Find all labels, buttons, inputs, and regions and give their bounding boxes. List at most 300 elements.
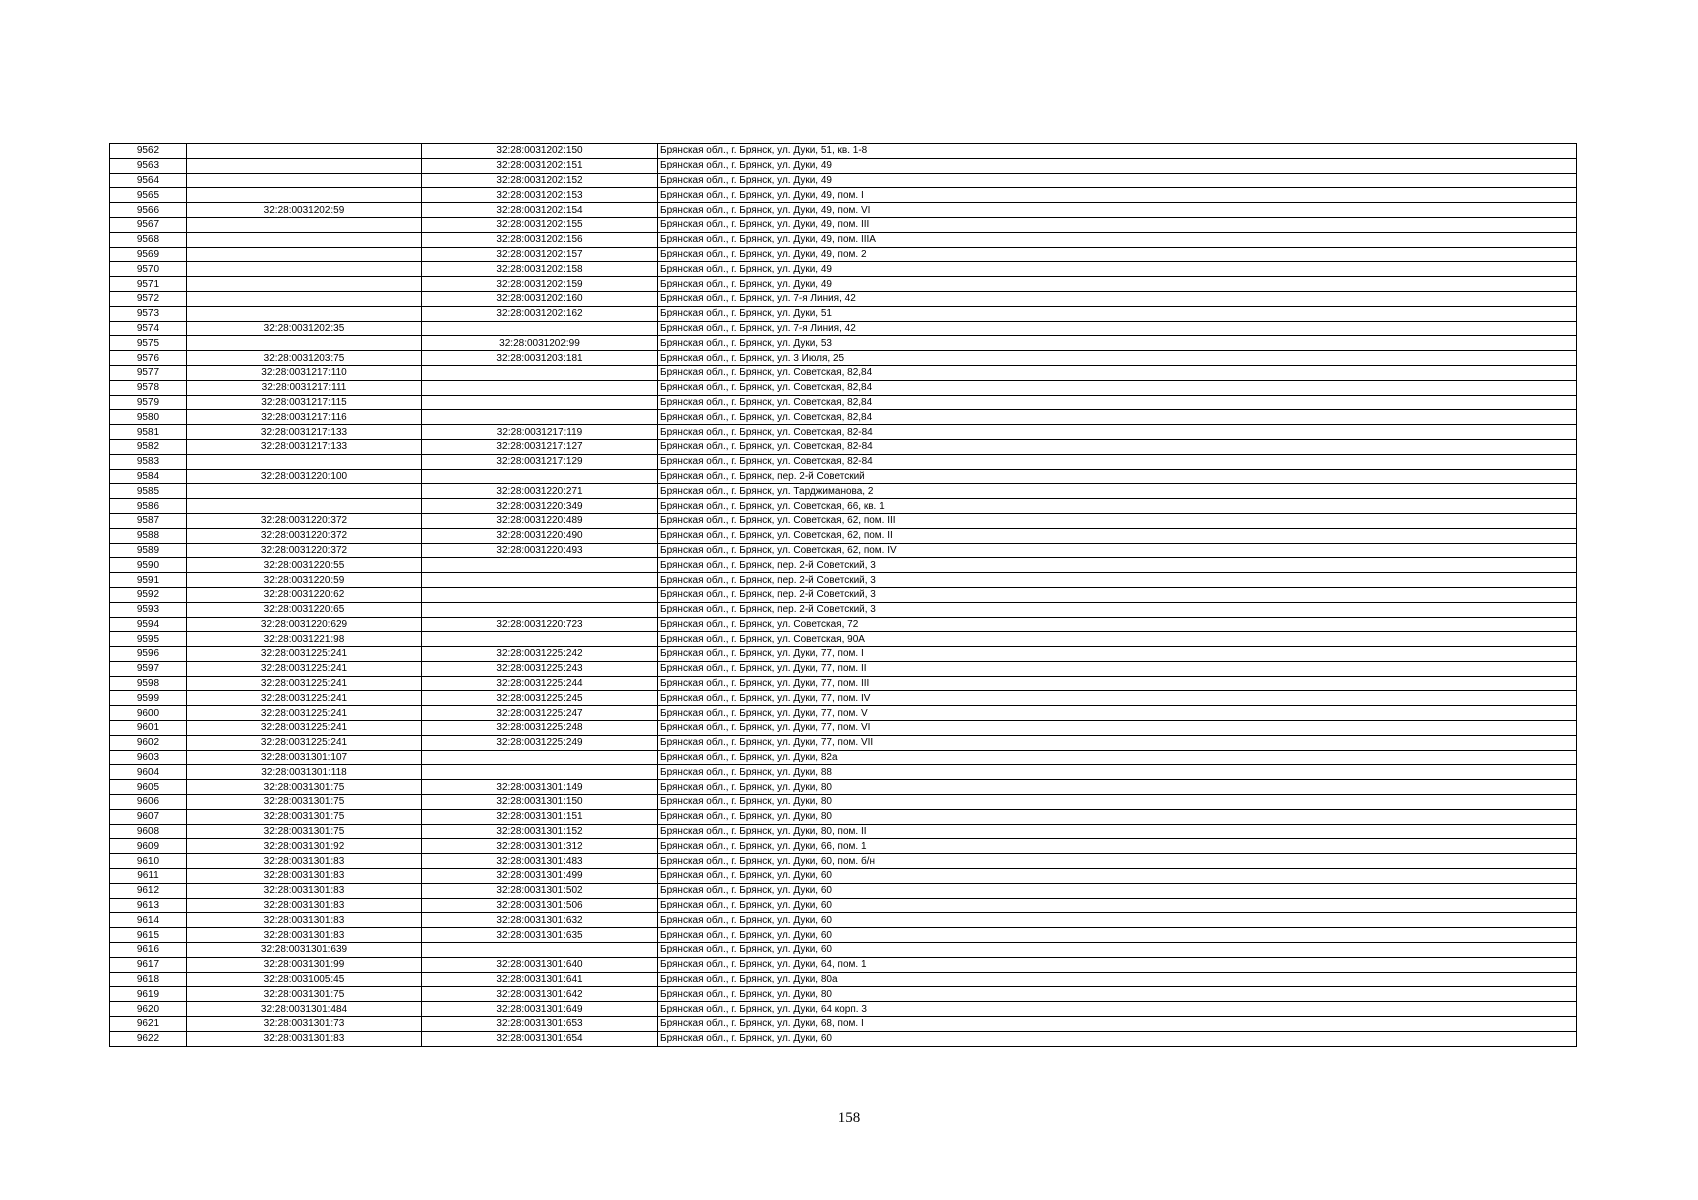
cadastral-number-cell: 32:28:0031301:73 xyxy=(187,1017,422,1032)
table-row xyxy=(110,883,1577,898)
object-cadastral-number-cell: 32:28:0031301:654 xyxy=(422,1031,658,1046)
address-cell: Брянская обл., г. Брянск, ул. Тарджиманова, 2 xyxy=(658,484,1577,499)
row-number-cell: 9604 xyxy=(110,765,187,780)
cadastral-number-cell xyxy=(187,336,422,351)
table-row xyxy=(110,188,1577,203)
cadastral-number-cell: 32:28:0031301:107 xyxy=(187,750,422,765)
row-number-cell: 9579 xyxy=(110,395,187,410)
table-row xyxy=(110,632,1577,647)
row-number-cell: 9593 xyxy=(110,602,187,617)
table-row xyxy=(110,484,1577,499)
object-cadastral-number-cell: 32:28:0031225:245 xyxy=(422,691,658,706)
address-cell: Брянская обл., г. Брянск, ул. Дуки, 66, пом. 1 xyxy=(658,839,1577,854)
row-number-cell: 9607 xyxy=(110,809,187,824)
address-cell: Брянская обл., г. Брянск, ул. Дуки, 53 xyxy=(658,336,1577,351)
address-cell: Брянская обл., г. Брянск, ул. 3 Июля, 25 xyxy=(658,351,1577,366)
table-row xyxy=(110,706,1577,721)
object-cadastral-number-cell: 32:28:0031225:248 xyxy=(422,721,658,736)
cadastral-number-cell: 32:28:0031301:75 xyxy=(187,780,422,795)
address-cell: Брянская обл., г. Брянск, ул. Дуки, 60 xyxy=(658,943,1577,958)
row-number-cell: 9617 xyxy=(110,957,187,972)
address-cell: Брянская обл., г. Брянск, ул. Дуки, 49, пом. 2 xyxy=(658,247,1577,262)
row-number-cell: 9592 xyxy=(110,587,187,602)
row-number-cell: 9577 xyxy=(110,365,187,380)
row-number-cell: 9568 xyxy=(110,232,187,247)
address-cell: Брянская обл., г. Брянск, ул. Дуки, 64 корп. 3 xyxy=(658,1002,1577,1017)
object-cadastral-number-cell: 32:28:0031301:635 xyxy=(422,928,658,943)
cadastral-number-cell: 32:28:0031203:75 xyxy=(187,351,422,366)
row-number-cell: 9575 xyxy=(110,336,187,351)
cadastral-number-cell: 32:28:0031301:92 xyxy=(187,839,422,854)
cadastral-number-cell xyxy=(187,484,422,499)
row-number-cell: 9610 xyxy=(110,854,187,869)
cadastral-number-cell xyxy=(187,499,422,514)
object-cadastral-number-cell: 32:28:0031301:499 xyxy=(422,869,658,884)
address-cell: Брянская обл., г. Брянск, ул. Дуки, 80 xyxy=(658,809,1577,824)
row-number-cell: 9619 xyxy=(110,987,187,1002)
address-cell: Брянская обл., г. Брянск, ул. 7-я Линия, 42 xyxy=(658,321,1577,336)
address-cell: Брянская обл., г. Брянск, ул. Дуки, 77, пом. V xyxy=(658,706,1577,721)
cadastral-number-cell: 32:28:0031301:83 xyxy=(187,854,422,869)
object-cadastral-number-cell: 32:28:0031225:247 xyxy=(422,706,658,721)
object-cadastral-number-cell xyxy=(422,573,658,588)
address-cell: Брянская обл., г. Брянск, ул. Дуки, 88 xyxy=(658,765,1577,780)
row-number-cell: 9582 xyxy=(110,439,187,454)
cadastral-number-cell: 32:28:0031225:241 xyxy=(187,691,422,706)
object-cadastral-number-cell xyxy=(422,558,658,573)
row-number-cell: 9587 xyxy=(110,513,187,528)
address-cell: Брянская обл., г. Брянск, ул. Дуки, 64, пом. 1 xyxy=(658,957,1577,972)
address-cell: Брянская обл., г. Брянск, ул. Дуки, 51 xyxy=(658,306,1577,321)
row-number-cell: 9601 xyxy=(110,721,187,736)
row-number-cell: 9570 xyxy=(110,262,187,277)
row-number-cell: 9586 xyxy=(110,499,187,514)
row-number-cell: 9614 xyxy=(110,913,187,928)
object-cadastral-number-cell: 32:28:0031301:506 xyxy=(422,898,658,913)
row-number-cell: 9584 xyxy=(110,469,187,484)
object-cadastral-number-cell: 32:28:0031220:493 xyxy=(422,543,658,558)
cadastral-number-cell xyxy=(187,217,422,232)
cadastral-number-cell: 32:28:0031220:100 xyxy=(187,469,422,484)
row-number-cell: 9620 xyxy=(110,1002,187,1017)
cadastral-number-cell: 32:28:0031217:133 xyxy=(187,439,422,454)
address-cell: Брянская обл., г. Брянск, ул. Дуки, 80а xyxy=(658,972,1577,987)
table-row xyxy=(110,602,1577,617)
table-row xyxy=(110,780,1577,795)
object-cadastral-number-cell xyxy=(422,321,658,336)
table-row xyxy=(110,277,1577,292)
row-number-cell: 9589 xyxy=(110,543,187,558)
object-cadastral-number-cell: 32:28:0031202:154 xyxy=(422,203,658,218)
address-cell: Брянская обл., г. Брянск, пер. 2-й Советский, 3 xyxy=(658,558,1577,573)
object-cadastral-number-cell: 32:28:0031301:151 xyxy=(422,809,658,824)
table-row xyxy=(110,928,1577,943)
row-number-cell: 9566 xyxy=(110,203,187,218)
object-cadastral-number-cell: 32:28:0031217:127 xyxy=(422,439,658,454)
object-cadastral-number-cell xyxy=(422,587,658,602)
table-row xyxy=(110,173,1577,188)
address-cell: Брянская обл., г. Брянск, ул. Дуки, 77, пом. II xyxy=(658,661,1577,676)
cadastral-number-cell: 32:28:0031220:59 xyxy=(187,573,422,588)
object-cadastral-number-cell: 32:28:0031217:129 xyxy=(422,454,658,469)
cadastral-number-cell xyxy=(187,306,422,321)
table-row xyxy=(110,439,1577,454)
address-cell: Брянская обл., г. Брянск, ул. Дуки, 80 xyxy=(658,987,1577,1002)
address-cell: Брянская обл., г. Брянск, ул. Дуки, 77, пом. I xyxy=(658,647,1577,662)
table-row xyxy=(110,306,1577,321)
cadastral-number-cell xyxy=(187,144,422,159)
object-cadastral-number-cell: 32:28:0031202:158 xyxy=(422,262,658,277)
row-number-cell: 9569 xyxy=(110,247,187,262)
object-cadastral-number-cell: 32:28:0031202:157 xyxy=(422,247,658,262)
table-row xyxy=(110,528,1577,543)
address-cell: Брянская обл., г. Брянск, ул. Дуки, 60 xyxy=(658,913,1577,928)
cadastral-number-cell: 32:28:0031220:372 xyxy=(187,543,422,558)
object-cadastral-number-cell: 32:28:0031202:153 xyxy=(422,188,658,203)
row-number-cell: 9585 xyxy=(110,484,187,499)
address-cell: Брянская обл., г. Брянск, ул. Дуки, 80 xyxy=(658,795,1577,810)
table-row xyxy=(110,676,1577,691)
object-cadastral-number-cell xyxy=(422,943,658,958)
address-cell: Брянская обл., г. Брянск, ул. Советская, 62, пом. III xyxy=(658,513,1577,528)
cadastral-table xyxy=(109,143,1577,1047)
cadastral-number-cell xyxy=(187,291,422,306)
row-number-cell: 9596 xyxy=(110,647,187,662)
address-cell: Брянская обл., г. Брянск, ул. Дуки, 80, пом. II xyxy=(658,824,1577,839)
table-row xyxy=(110,795,1577,810)
object-cadastral-number-cell: 32:28:0031301:149 xyxy=(422,780,658,795)
object-cadastral-number-cell: 32:28:0031202:99 xyxy=(422,336,658,351)
cadastral-number-cell xyxy=(187,188,422,203)
cadastral-number-cell: 32:28:0031301:99 xyxy=(187,957,422,972)
object-cadastral-number-cell: 32:28:0031220:271 xyxy=(422,484,658,499)
cadastral-number-cell: 32:28:0031217:115 xyxy=(187,395,422,410)
cadastral-number-cell: 32:28:0031301:83 xyxy=(187,883,422,898)
row-number-cell: 9576 xyxy=(110,351,187,366)
object-cadastral-number-cell: 32:28:0031301:150 xyxy=(422,795,658,810)
address-cell: Брянская обл., г. Брянск, ул. Советская, 82,84 xyxy=(658,365,1577,380)
object-cadastral-number-cell xyxy=(422,602,658,617)
table-row xyxy=(110,543,1577,558)
table-row xyxy=(110,765,1577,780)
cadastral-number-cell: 32:28:0031301:83 xyxy=(187,869,422,884)
table-row xyxy=(110,824,1577,839)
cadastral-number-cell: 32:28:0031217:116 xyxy=(187,410,422,425)
cadastral-number-cell: 32:28:0031301:75 xyxy=(187,795,422,810)
address-cell: Брянская обл., г. Брянск, пер. 2-й Советский xyxy=(658,469,1577,484)
cadastral-number-cell xyxy=(187,158,422,173)
address-cell: Брянская обл., г. Брянск, ул. Дуки, 49 xyxy=(658,277,1577,292)
object-cadastral-number-cell: 32:28:0031202:151 xyxy=(422,158,658,173)
row-number-cell: 9571 xyxy=(110,277,187,292)
object-cadastral-number-cell: 32:28:0031301:632 xyxy=(422,913,658,928)
object-cadastral-number-cell: 32:28:0031202:162 xyxy=(422,306,658,321)
cadastral-number-cell: 32:28:0031220:55 xyxy=(187,558,422,573)
table-row xyxy=(110,395,1577,410)
table-row xyxy=(110,587,1577,602)
cadastral-number-cell: 32:28:0031301:639 xyxy=(187,943,422,958)
object-cadastral-number-cell: 32:28:0031225:244 xyxy=(422,676,658,691)
table-row xyxy=(110,691,1577,706)
cadastral-number-cell: 32:28:0031301:75 xyxy=(187,809,422,824)
address-cell: Брянская обл., г. Брянск, ул. Советская, 82-84 xyxy=(658,425,1577,440)
cadastral-number-cell xyxy=(187,173,422,188)
address-cell: Брянская обл., г. Брянск, ул. Советская, 72 xyxy=(658,617,1577,632)
row-number-cell: 9572 xyxy=(110,291,187,306)
row-number-cell: 9622 xyxy=(110,1031,187,1046)
table-row xyxy=(110,410,1577,425)
address-cell: Брянская обл., г. Брянск, ул. Дуки, 77, пом. VI xyxy=(658,721,1577,736)
address-cell: Брянская обл., г. Брянск, ул. Дуки, 60 xyxy=(658,869,1577,884)
table-row xyxy=(110,336,1577,351)
cadastral-number-cell: 32:28:0031220:372 xyxy=(187,513,422,528)
address-cell: Брянская обл., г. Брянск, ул. Дуки, 77, пом. VII xyxy=(658,735,1577,750)
object-cadastral-number-cell xyxy=(422,410,658,425)
row-number-cell: 9605 xyxy=(110,780,187,795)
table-row xyxy=(110,291,1577,306)
table-row xyxy=(110,203,1577,218)
object-cadastral-number-cell xyxy=(422,395,658,410)
table-row xyxy=(110,839,1577,854)
row-number-cell: 9573 xyxy=(110,306,187,321)
object-cadastral-number-cell: 32:28:0031202:156 xyxy=(422,232,658,247)
table-row xyxy=(110,158,1577,173)
table-row xyxy=(110,943,1577,958)
address-cell: Брянская обл., г. Брянск, ул. Советская, 90А xyxy=(658,632,1577,647)
object-cadastral-number-cell: 32:28:0031225:249 xyxy=(422,735,658,750)
address-cell: Брянская обл., г. Брянск, ул. Советская, 82,84 xyxy=(658,410,1577,425)
address-cell: Брянская обл., г. Брянск, ул. Дуки, 68, пом. I xyxy=(658,1017,1577,1032)
address-cell: Брянская обл., г. Брянск, ул. Советская, 82-84 xyxy=(658,454,1577,469)
cadastral-number-cell: 32:28:0031225:241 xyxy=(187,735,422,750)
table-row xyxy=(110,425,1577,440)
address-cell: Брянская обл., г. Брянск, ул. Советская, 66, кв. 1 xyxy=(658,499,1577,514)
page-number: 158 xyxy=(837,1110,861,1126)
address-cell: Брянская обл., г. Брянск, ул. Дуки, 60 xyxy=(658,928,1577,943)
row-number-cell: 9599 xyxy=(110,691,187,706)
address-cell: Брянская обл., г. Брянск, ул. Советская, 62, пом. II xyxy=(658,528,1577,543)
address-cell: Брянская обл., г. Брянск, ул. Советская, 82-84 xyxy=(658,439,1577,454)
object-cadastral-number-cell: 32:28:0031225:243 xyxy=(422,661,658,676)
row-number-cell: 9602 xyxy=(110,735,187,750)
table-row xyxy=(110,1017,1577,1032)
object-cadastral-number-cell: 32:28:0031217:119 xyxy=(422,425,658,440)
table-row xyxy=(110,913,1577,928)
object-cadastral-number-cell: 32:28:0031220:490 xyxy=(422,528,658,543)
cadastral-number-cell: 32:28:0031301:83 xyxy=(187,1031,422,1046)
cadastral-number-cell: 32:28:0031301:83 xyxy=(187,913,422,928)
cadastral-number-cell: 32:28:0031221:98 xyxy=(187,632,422,647)
object-cadastral-number-cell: 32:28:0031220:723 xyxy=(422,617,658,632)
address-cell: Брянская обл., г. Брянск, ул. Дуки, 49, пом. I xyxy=(658,188,1577,203)
address-cell: Брянская обл., г. Брянск, ул. Дуки, 49 xyxy=(658,173,1577,188)
object-cadastral-number-cell xyxy=(422,380,658,395)
row-number-cell: 9606 xyxy=(110,795,187,810)
cadastral-number-cell: 32:28:0031225:241 xyxy=(187,647,422,662)
table-row xyxy=(110,144,1577,159)
row-number-cell: 9565 xyxy=(110,188,187,203)
table-row xyxy=(110,380,1577,395)
row-number-cell: 9583 xyxy=(110,454,187,469)
cadastral-number-cell xyxy=(187,277,422,292)
table-row xyxy=(110,232,1577,247)
object-cadastral-number-cell: 32:28:0031301:641 xyxy=(422,972,658,987)
table-row xyxy=(110,365,1577,380)
table-row xyxy=(110,247,1577,262)
row-number-cell: 9590 xyxy=(110,558,187,573)
object-cadastral-number-cell xyxy=(422,365,658,380)
address-cell: Брянская обл., г. Брянск, ул. Дуки, 77, пом. III xyxy=(658,676,1577,691)
address-cell: Брянская обл., г. Брянск, ул. Дуки, 60, пом. б/н xyxy=(658,854,1577,869)
table-row xyxy=(110,809,1577,824)
cadastral-number-cell: 32:28:0031220:65 xyxy=(187,602,422,617)
row-number-cell: 9563 xyxy=(110,158,187,173)
address-cell: Брянская обл., г. Брянск, ул. Дуки, 60 xyxy=(658,898,1577,913)
object-cadastral-number-cell: 32:28:0031203:181 xyxy=(422,351,658,366)
row-number-cell: 9591 xyxy=(110,573,187,588)
row-number-cell: 9562 xyxy=(110,144,187,159)
object-cadastral-number-cell: 32:28:0031225:242 xyxy=(422,647,658,662)
row-number-cell: 9598 xyxy=(110,676,187,691)
row-number-cell: 9616 xyxy=(110,943,187,958)
row-number-cell: 9588 xyxy=(110,528,187,543)
address-cell: Брянская обл., г. Брянск, ул. Советская, 62, пом. IV xyxy=(658,543,1577,558)
object-cadastral-number-cell: 32:28:0031202:150 xyxy=(422,144,658,159)
address-cell: Брянская обл., г. Брянск, ул. Дуки, 49 xyxy=(658,158,1577,173)
table-row xyxy=(110,351,1577,366)
row-number-cell: 9580 xyxy=(110,410,187,425)
object-cadastral-number-cell: 32:28:0031301:640 xyxy=(422,957,658,972)
object-cadastral-number-cell: 32:28:0031301:502 xyxy=(422,883,658,898)
cadastral-number-cell xyxy=(187,232,422,247)
object-cadastral-number-cell xyxy=(422,765,658,780)
cadastral-number-cell: 32:28:0031220:629 xyxy=(187,617,422,632)
cadastral-number-cell: 32:28:0031217:110 xyxy=(187,365,422,380)
table-row xyxy=(110,1031,1577,1046)
table-row xyxy=(110,721,1577,736)
address-cell: Брянская обл., г. Брянск, ул. Советская, 82,84 xyxy=(658,380,1577,395)
table-row xyxy=(110,854,1577,869)
row-number-cell: 9621 xyxy=(110,1017,187,1032)
cadastral-number-cell: 32:28:0031301:484 xyxy=(187,1002,422,1017)
table-row xyxy=(110,262,1577,277)
cadastral-number-cell: 32:28:0031217:111 xyxy=(187,380,422,395)
row-number-cell: 9608 xyxy=(110,824,187,839)
object-cadastral-number-cell: 32:28:0031202:160 xyxy=(422,291,658,306)
table-row xyxy=(110,1002,1577,1017)
address-cell: Брянская обл., г. Брянск, ул. Дуки, 49, пом. IIIA xyxy=(658,232,1577,247)
cadastral-number-cell: 32:28:0031301:75 xyxy=(187,824,422,839)
table-row xyxy=(110,661,1577,676)
table-row xyxy=(110,987,1577,1002)
table-row xyxy=(110,513,1577,528)
object-cadastral-number-cell: 32:28:0031301:312 xyxy=(422,839,658,854)
object-cadastral-number-cell: 32:28:0031301:152 xyxy=(422,824,658,839)
row-number-cell: 9603 xyxy=(110,750,187,765)
cadastral-number-cell: 32:28:0031225:241 xyxy=(187,676,422,691)
cadastral-number-cell: 32:28:0031005:45 xyxy=(187,972,422,987)
table-row xyxy=(110,972,1577,987)
table-row xyxy=(110,735,1577,750)
address-cell: Брянская обл., г. Брянск, ул. Дуки, 80 xyxy=(658,780,1577,795)
object-cadastral-number-cell: 32:28:0031202:152 xyxy=(422,173,658,188)
address-cell: Брянская обл., г. Брянск, ул. Дуки, 49, пом. III xyxy=(658,217,1577,232)
row-number-cell: 9618 xyxy=(110,972,187,987)
table-row xyxy=(110,869,1577,884)
row-number-cell: 9613 xyxy=(110,898,187,913)
address-cell: Брянская обл., г. Брянск, ул. Дуки, 77, пом. IV xyxy=(658,691,1577,706)
row-number-cell: 9615 xyxy=(110,928,187,943)
address-cell: Брянская обл., г. Брянск, пер. 2-й Советский, 3 xyxy=(658,602,1577,617)
table-row xyxy=(110,217,1577,232)
address-cell: Брянская обл., г. Брянск, ул. 7-я Линия, 42 xyxy=(658,291,1577,306)
row-number-cell: 9564 xyxy=(110,173,187,188)
cadastral-number-cell: 32:28:0031301:83 xyxy=(187,898,422,913)
address-cell: Брянская обл., г. Брянск, ул. Дуки, 51, кв. 1-8 xyxy=(658,144,1577,159)
table-row xyxy=(110,499,1577,514)
table-row xyxy=(110,898,1577,913)
cadastral-number-cell: 32:28:0031220:62 xyxy=(187,587,422,602)
cadastral-number-cell xyxy=(187,247,422,262)
cadastral-number-cell: 32:28:0031225:241 xyxy=(187,721,422,736)
object-cadastral-number-cell: 32:28:0031301:649 xyxy=(422,1002,658,1017)
object-cadastral-number-cell: 32:28:0031220:349 xyxy=(422,499,658,514)
row-number-cell: 9600 xyxy=(110,706,187,721)
row-number-cell: 9611 xyxy=(110,869,187,884)
row-number-cell: 9594 xyxy=(110,617,187,632)
object-cadastral-number-cell: 32:28:0031301:653 xyxy=(422,1017,658,1032)
cadastral-number-cell: 32:28:0031301:83 xyxy=(187,928,422,943)
table-row xyxy=(110,469,1577,484)
table-row xyxy=(110,558,1577,573)
cadastral-number-cell: 32:28:0031225:241 xyxy=(187,661,422,676)
row-number-cell: 9581 xyxy=(110,425,187,440)
table-row xyxy=(110,617,1577,632)
object-cadastral-number-cell: 32:28:0031202:155 xyxy=(422,217,658,232)
object-cadastral-number-cell: 32:28:0031301:642 xyxy=(422,987,658,1002)
address-cell: Брянская обл., г. Брянск, ул. Дуки, 49, пом. VI xyxy=(658,203,1577,218)
address-cell: Брянская обл., г. Брянск, ул. Дуки, 60 xyxy=(658,883,1577,898)
cadastral-number-cell: 32:28:0031225:241 xyxy=(187,706,422,721)
cadastral-number-cell: 32:28:0031301:75 xyxy=(187,987,422,1002)
object-cadastral-number-cell xyxy=(422,750,658,765)
address-cell: Брянская обл., г. Брянск, пер. 2-й Советский, 3 xyxy=(658,587,1577,602)
address-cell: Брянская обл., г. Брянск, ул. Дуки, 82а xyxy=(658,750,1577,765)
address-cell: Брянская обл., г. Брянск, ул. Дуки, 49 xyxy=(658,262,1577,277)
table-row xyxy=(110,647,1577,662)
table-row xyxy=(110,957,1577,972)
cadastral-number-cell: 32:28:0031217:133 xyxy=(187,425,422,440)
row-number-cell: 9595 xyxy=(110,632,187,647)
cadastral-number-cell: 32:28:0031202:59 xyxy=(187,203,422,218)
address-cell: Брянская обл., г. Брянск, ул. Советская, 82,84 xyxy=(658,395,1577,410)
row-number-cell: 9609 xyxy=(110,839,187,854)
cadastral-number-cell xyxy=(187,454,422,469)
table-body xyxy=(110,144,1577,1047)
object-cadastral-number-cell xyxy=(422,632,658,647)
address-cell: Брянская обл., г. Брянск, ул. Дуки, 60 xyxy=(658,1031,1577,1046)
cadastral-number-cell xyxy=(187,262,422,277)
cadastral-number-cell: 32:28:0031220:372 xyxy=(187,528,422,543)
row-number-cell: 9612 xyxy=(110,883,187,898)
row-number-cell: 9578 xyxy=(110,380,187,395)
table-row xyxy=(110,573,1577,588)
table-row xyxy=(110,454,1577,469)
object-cadastral-number-cell: 32:28:0031220:489 xyxy=(422,513,658,528)
row-number-cell: 9597 xyxy=(110,661,187,676)
row-number-cell: 9567 xyxy=(110,217,187,232)
row-number-cell: 9574 xyxy=(110,321,187,336)
